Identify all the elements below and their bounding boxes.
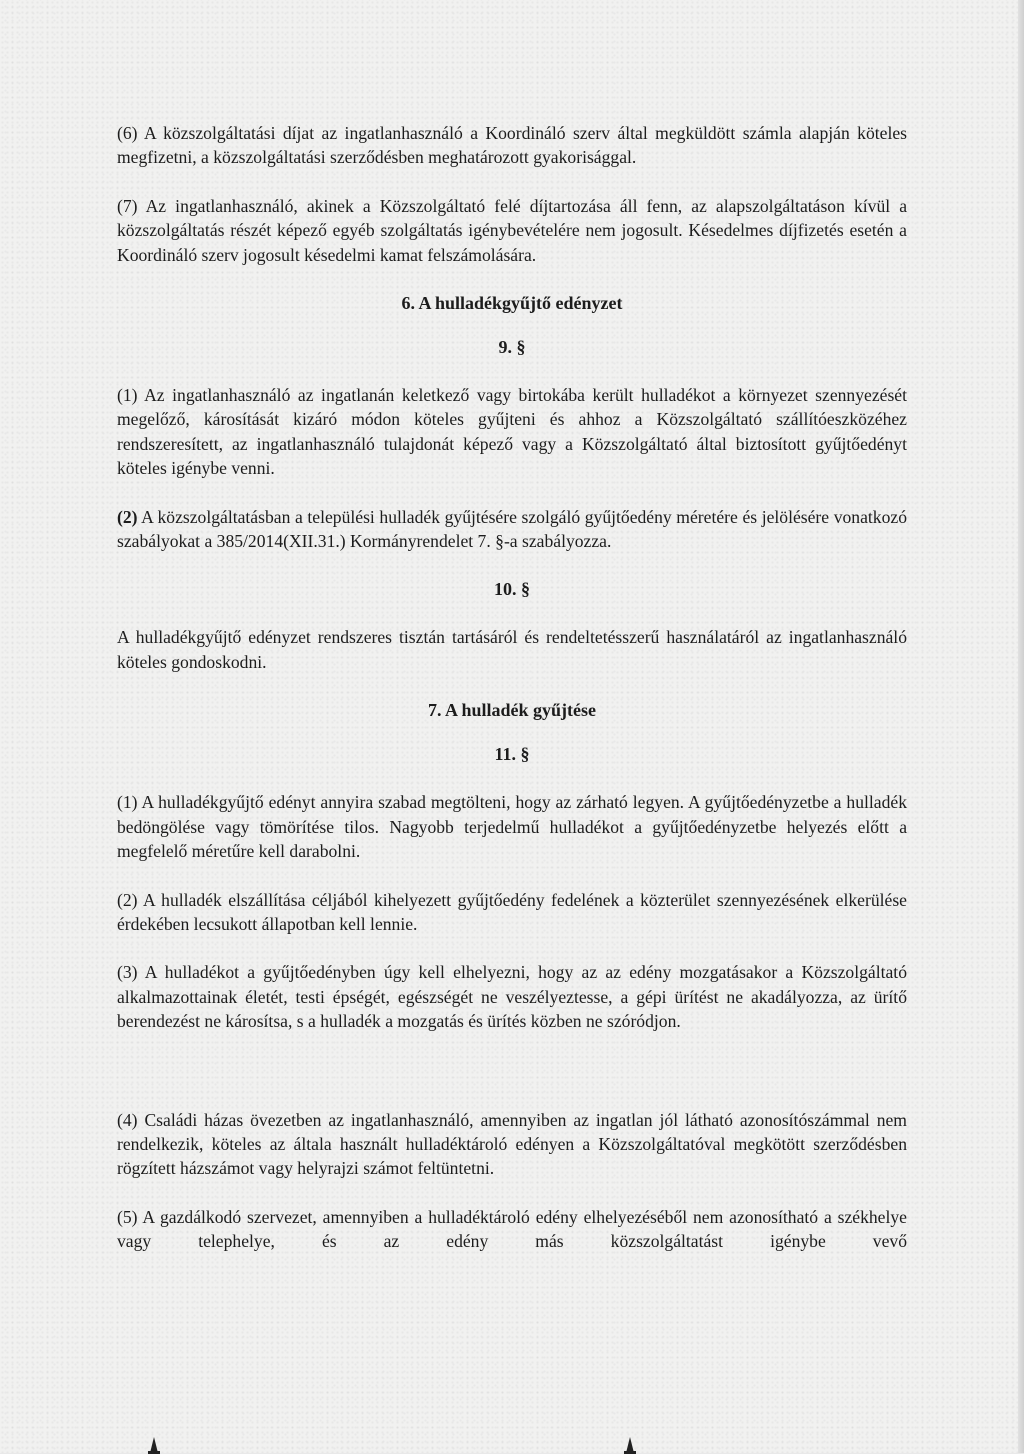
section-10-number: 10. §	[494, 579, 530, 600]
section-10-paragraph-1: A hulladékgyűjtő edényzet rendszeres tisztán tartásáról és rendeltetésszerű használatáról az ingatlanhasználó köteles gondoskodni.	[117, 627, 907, 672]
section-11-paragraph-1: (1) A hulladékgyűjtő edényt annyira szabad megtölteni, hogy az zárható legyen. A gyűjtőedényzetbe a hulladék bedöngölése vagy tömörítése tilos. Nagyobb terjedelmű hulladékot a gyűjtőedényzetbe helyezés előtt a megfelelő méretűre kell darabolni.	[117, 792, 907, 862]
paragraph-7: (7) Az ingatlanhasználó, akinek a Közszolgáltató felé díjtartozása áll fenn, az alapszolgáltatáson kívül a közszolgáltatás részét képező egyéb szolgáltatás igénybevételére nem jogosult. Késedelmes díjfizetés esetén a Koordináló szerv jogosult késedelmi kamat felszámolására.	[117, 195, 907, 265]
section-9-paragraph-1: (1) Az ingatlanhasználó az ingatlanán keletkező vagy birtokába került hulladékot a környezet szennyezését megelőző, károsítását kizáró módon köteles gyűjteni és ahhoz a Közszolgáltató szállítóeszközéhez rendszeresített, az ingatlanhasználó tulajdonát képező vagy a Közszolgáltató által biztosított gyűjtőedényt köteles igénybe venni.	[117, 385, 907, 479]
section-11-number: 11. §	[494, 744, 530, 765]
page-edge-shadow	[1018, 0, 1024, 1453]
section-7-title: 7. A hulladék gyűjtése	[427, 700, 597, 721]
paragraph-6: (6) A közszolgáltatási díjat az ingatlanhasználó a Koordináló szerv által megküldött számla alapján köteles megfizetni, a közszolgáltatási szerződésben meghatározott gyakorisággal.	[117, 123, 907, 168]
section-9-number: 9. §	[498, 337, 526, 358]
section-11-paragraph-4: (4) Családi házas övezetben az ingatlanhasználó, amennyiben az ingatlan jól látható azonosítószámmal nem rendelkezik, köteles az általa használt hulladéktároló edényen a Közszolgáltatóval megkötött szerződésben rögzített házszámot vagy helyrajzi számot feltüntetni.	[117, 1109, 907, 1179]
section-9-paragraph-2	[117, 505, 907, 554]
section-11-paragraph-2: (2) A hulladék elszállítása céljából kihelyezett gyűjtőedény fedelének a közterület szennyezésének elkerülése érdekében lecsukott állapotban kell lennie.	[117, 889, 907, 934]
paragraph-text: A közszolgáltatásban a települési hulladék gyűjtésére szolgáló gyűjtőedény méretére és jelölésére vonatkozó szabályokat a 385/2014(XII.31.) Kormányrendelet 7. §-a szabályozza.	[117, 506, 907, 552]
section-11-paragraph-5: (5) A gazdálkodó szervezet, amennyiben a hulladéktároló edény elhelyezéséből nem azonosítható a székhelye vagy telephelye, és az edény más közszolgáltatást igénybe vevő	[117, 1206, 907, 1252]
paragraph-number: (2)	[117, 506, 138, 527]
section-11-paragraph-3: (3) A hulladékot a gyűjtőedényben úgy kell elhelyezni, hogy az az edény mozgatásakor a Közszolgáltató alkalmazottainak életét, testi épségét, egészségét ne veszélyeztesse, a gépi ürítést ne akadályozza, az ürítő berendezést ne károsítsa, s a hulladék a mozgatás és ürítés közben ne szóródjon.	[117, 962, 907, 1032]
binding-mark-right	[626, 1437, 634, 1453]
section-6-title: 6. A hulladékgyűjtő edényzet	[401, 293, 623, 314]
binding-mark-left	[150, 1437, 158, 1453]
document-body	[117, 121, 907, 1254]
